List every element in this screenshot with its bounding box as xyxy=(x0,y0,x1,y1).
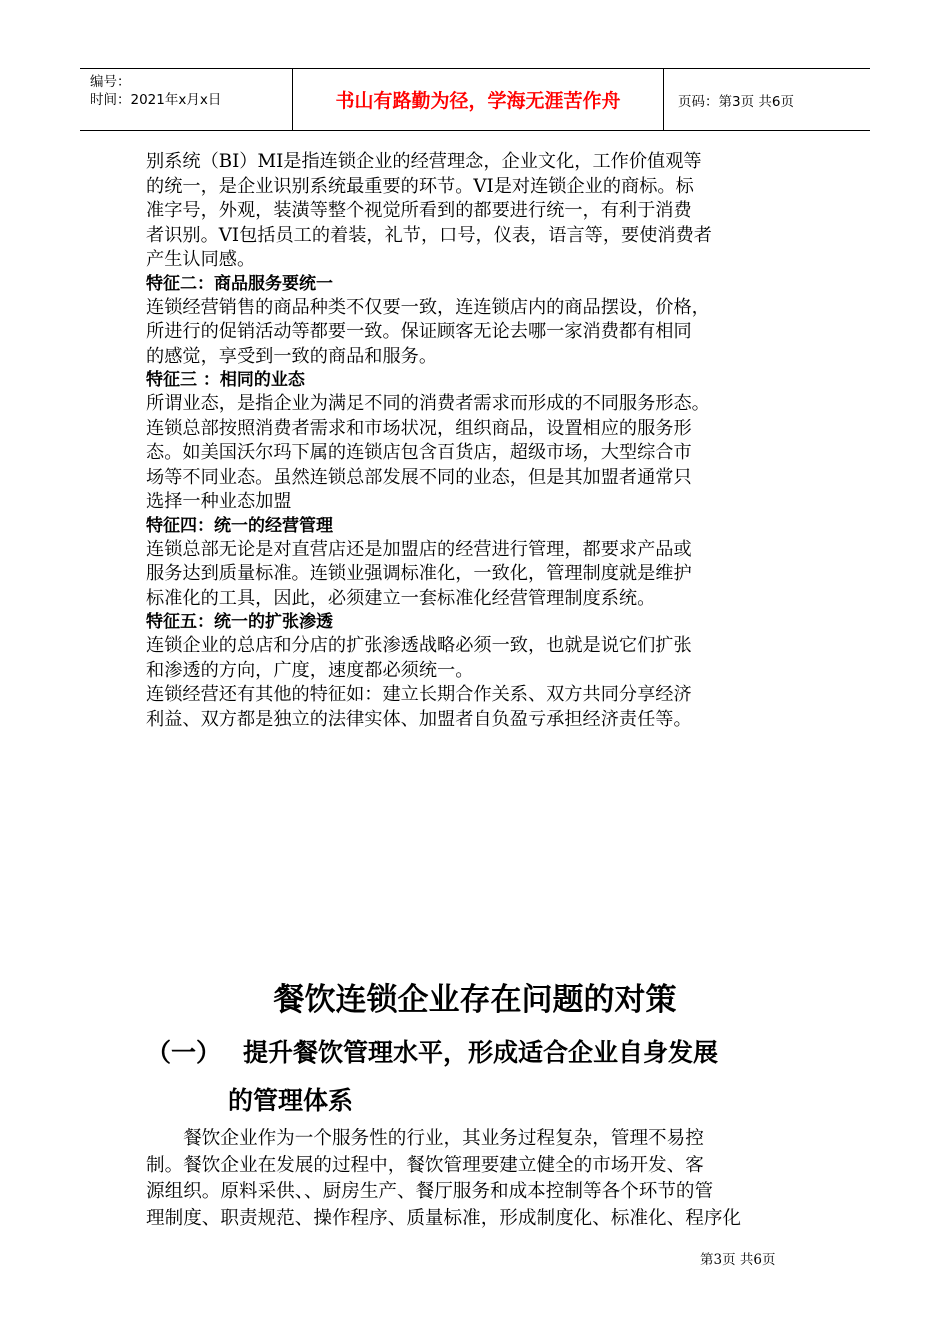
text-line: 的统一，是企业识别系统最重要的环节。VI是对连锁企业的商标。标 xyxy=(146,175,694,197)
text-line: 别系统（BI）MI是指连锁企业的经营理念，企业文化，工作价值观等 xyxy=(146,151,702,172)
text-line: 选择一种业态加盟 xyxy=(146,491,292,512)
paragraph-4 xyxy=(146,538,821,612)
text-line: 餐饮企业作为一个服务性的行业，其业务过程复杂，管理不易控 xyxy=(183,1128,704,1149)
section-title: 餐饮连锁企业存在问题的对策 xyxy=(273,982,677,1018)
text-line: 的感觉，享受到一致的商品和服务。 xyxy=(146,345,438,367)
text-line: 者识别。VI包括员工的着装，礼节，口号，仪表，语言等，要使消费者 xyxy=(146,224,712,246)
paragraph-2 xyxy=(146,296,821,370)
code-label: 编号： xyxy=(90,74,131,90)
text-line: 连锁经营销售的商品种类不仅要一致，连连锁店内的商品摆设，价格， xyxy=(146,296,710,318)
subsection-title-line-2: 的管理体系 xyxy=(228,1086,354,1115)
subsection-number: （一） xyxy=(146,1038,222,1067)
paragraph-6 xyxy=(146,1126,821,1232)
text-line: 所进行的促销活动等都要一致。保证顾客无论去哪一家消费都有相同 xyxy=(146,321,692,342)
subsection-heading xyxy=(146,1034,718,1072)
paragraph-5 xyxy=(146,634,821,732)
heading-feature-3: 特征三 ：相同的业态 xyxy=(146,370,305,390)
text-line: 产生认同感。 xyxy=(146,249,256,270)
page-footer: 第3页 共6页 xyxy=(700,1252,776,1268)
text-line: 和渗透的方向，广度，速度都必须统一。 xyxy=(146,659,474,681)
subsection-title-line-1: 提升餐饮管理水平，形成适合企业自身发展 xyxy=(243,1038,719,1067)
heading-feature-2: 特征二：商品服务要统一 xyxy=(146,273,333,294)
text-line: 利益、双方都是独立的法律实体、加盟者自负盈亏承担经济责任等。 xyxy=(146,708,692,730)
text-line: 制。餐饮企业在发展的过程中，餐饮管理要建立健全的市场开发、客 xyxy=(146,1154,704,1176)
time-label: 时间：2021年x月x日 xyxy=(90,92,222,108)
paragraph-1 xyxy=(146,150,821,273)
heading-feature-5: 特征五：统一的扩张渗透 xyxy=(146,612,333,632)
text-line: 理制度、职责规范、操作程序、质量标准，形成制度化、标准化、程序化 xyxy=(146,1207,742,1229)
text-line: 态。如美国沃尔玛下属的连锁店包含百货店，超级市场，大型综合市 xyxy=(146,442,692,463)
text-line: 服务达到质量标准。连锁业强调标准化，一致化，管理制度就是维护 xyxy=(146,563,692,584)
text-line: 连锁总部无论是对直营店还是加盟店的经营进行管理，都要求产品或 xyxy=(146,538,692,560)
text-line: 连锁企业的总店和分店的扩张渗透战略必须一致，也就是说它们扩张 xyxy=(146,635,692,656)
text-line: 准字号，外观，装潢等整个视觉所看到的都要进行统一，有利于消费 xyxy=(146,200,692,221)
page-header xyxy=(80,68,870,131)
text-line: 所谓业态，是指企业为满足不同的消费者需求而形成的不同服务形态。 xyxy=(146,393,710,414)
header-page-info: 页码：第3页 共6页 xyxy=(678,93,794,110)
body-text xyxy=(146,150,821,732)
paragraph-3 xyxy=(146,392,821,515)
header-meta xyxy=(80,69,293,130)
text-line: 源组织。原料采供、、厨房生产、餐厅服务和成本控制等各个环节的管 xyxy=(146,1181,714,1202)
text-line: 标准化的工具，因此，必须建立一套标准化经营管理制度系统。 xyxy=(146,587,656,609)
text-line: 连锁总部按照消费者需求和市场状况，组织商品，设置相应的服务形 xyxy=(146,417,692,439)
text-line: 场等不同业态。虽然连锁总部发展不同的业态，但是其加盟者通常只 xyxy=(146,466,692,488)
header-motto: 书山有路勤为径，学海无涯苦作舟 xyxy=(293,69,664,130)
text-line: 连锁经营还有其他的特征如：建立长期合作关系、双方共同分享经济 xyxy=(146,684,692,705)
heading-feature-4: 特征四：统一的经营管理 xyxy=(146,515,333,536)
